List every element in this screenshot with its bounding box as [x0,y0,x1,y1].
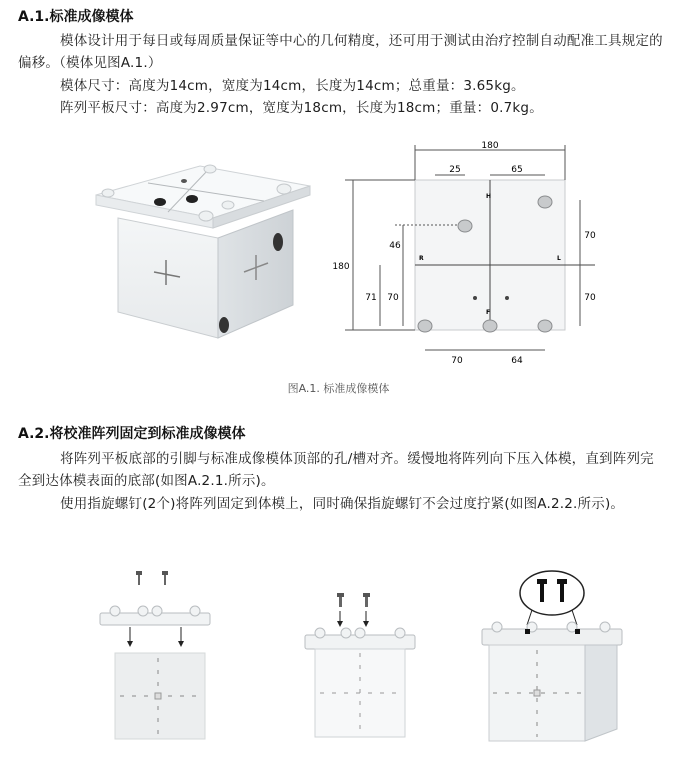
section-a2-paragraph-2: 使用指旋螺钉(2个)将阵列固定到体模上，同时确保指旋螺钉不会过度拧紧(如图A.2.2.所示)。 [60,496,625,512]
label-r: R [419,255,424,262]
section-a1-paragraph-1: 模体设计用于每日或每周质量保证等中心的几何精度，还可用于测试由治疗控制自动配准工具规定的偏移。（模体见图A.1.） [18,33,663,71]
phantom-dimension-drawing [332,140,635,370]
section-a1-heading: A.1.标准成像模体 [18,9,134,25]
dim-70-left-label: 70 [387,293,399,303]
dim-71-label: 71 [365,293,377,303]
section-a2-heading: A.2.将校准阵列固定到标准成像模体 [18,426,246,442]
dim-65-label: 65 [511,165,523,175]
dim-70-right-bottom-label: 70 [584,293,596,303]
label-h: H [486,193,492,200]
dim-25-label: 25 [449,165,461,175]
phantom-photo [88,160,328,350]
section-a1-paragraph-3: 阵列平板尺寸：高度为2.97cm，宽度为18cm，长度为18cm；重量：0.7kg。 [60,100,543,116]
assembly-step-3-illustration [477,565,627,745]
dim-70-bottom-label: 70 [451,356,463,366]
dim-70-right-top-label: 70 [584,231,596,241]
assembly-step-2-illustration [300,585,425,745]
assembly-step-1-illustration [95,565,225,745]
label-l: L [557,255,561,262]
dim-64-label: 64 [511,356,523,366]
dim-top-label: 180 [481,141,499,151]
section-a2-paragraph-1: 将阵列平板底部的引脚与标准成像模体顶部的孔/槽对齐。缓慢地将阵列向下压入体模，直到阵列完全到达体模表面的底部(如图A.2.1.所示)。 [18,451,654,489]
figure-caption: 图A.1. 标准成像模体 [287,382,390,395]
dim-46-label: 46 [389,241,401,251]
section-a1-paragraph-2: 模体尺寸：高度为14cm，宽度为14cm，长度为14cm；总重量：3.65kg。 [60,78,525,94]
label-f: F [486,309,491,316]
dim-left-label: 180 [332,262,350,272]
